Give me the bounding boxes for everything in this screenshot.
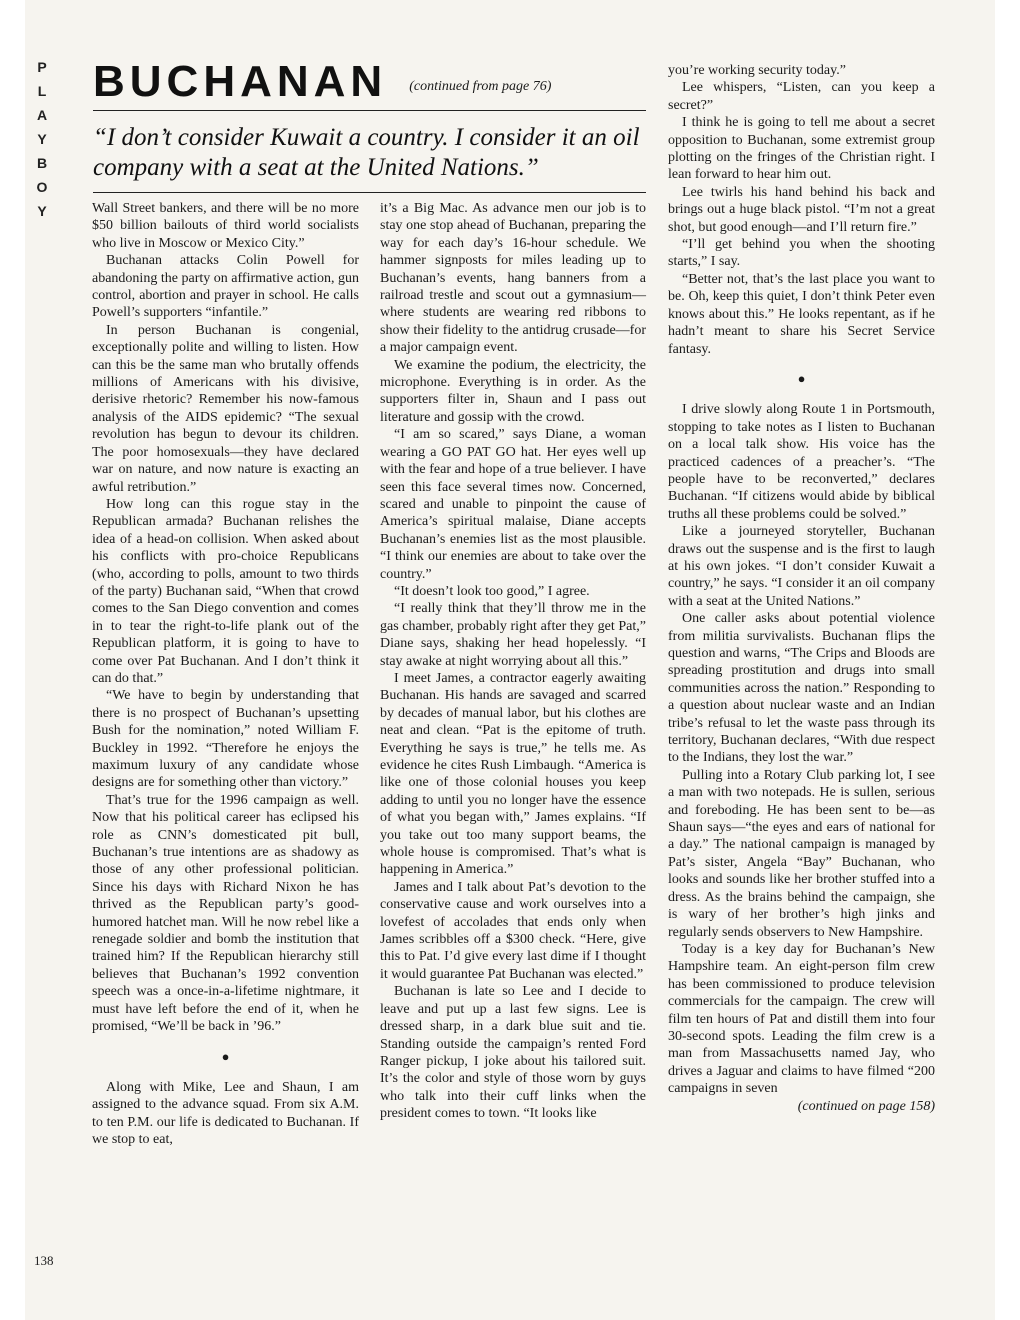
continued-on-note: (continued on page 158)	[797, 1098, 935, 1114]
text-column-1	[92, 200, 359, 1149]
continued-from-note: (continued from page 76)	[409, 79, 552, 94]
pull-quote-rule	[93, 192, 646, 193]
magazine-side-label	[32, 60, 52, 228]
paragraph: “I really think that they’ll throw me in the gas chamber, probably right after they get Pat,” Diane says, shaking her head hopelessly. “I stay awake at night worrying about all this.”	[380, 601, 646, 669]
text-column-2	[380, 200, 646, 1123]
paragraph: I meet James, a contractor eagerly awaiting Buchanan. His hands are savaged and scarred by decades of manual labor, but his clothes are neat and clean. “Pat is the epitome of truth. Everything he says is true,” he tells me. As evidence he cites Rush Limbaugh. “America is like one of those colonial houses you keep adding to until you no longer have the essence of what you began with,” James explains. “If you take out too many support beams, the whole house is compromised. That’s what is happening in America.”	[380, 670, 646, 878]
side-letter: A	[36, 107, 48, 123]
paragraph: One caller asks about potential violence from militia survivalists. Buchanan flips the question and warns, “The Crips and Bloods are spreading prostitution and drugs into small communities across the nation.” Responding to a question about nuclear waste and an Indian tribe’s refusal to let the waste pass through its territory, Buchanan declares, “With due respect to the Indians, they lost the war.”	[668, 611, 935, 766]
paragraph: Like a journeyed storyteller, Buchanan draws out the suspense and is the first to laugh at his own jokes. “I don’t consider Kuwait a country,” he says. “I consider it an oil company with a seat at the United Nations.”	[668, 524, 935, 609]
page-number: 138	[34, 1253, 54, 1268]
side-letter: P	[37, 59, 47, 75]
pull-quote: “I don’t consider Kuwait a country. I consider it an oil company with a seat at the United Nations.”	[93, 124, 640, 181]
paragraph: Along with Mike, Lee and Shaun, I am assigned to the advance squad. From six A.M. to ten P.M. our life is dedicated to Buchanan. If we stop to eat,	[92, 1079, 359, 1148]
paragraph: James and I talk about Pat’s devotion to the conservative cause and work ourselves into a lovefest of accolades that ends only when James scribbles off a $300 check. “Here, give this to Pat. I’d give every last dime if I thought it would guarantee Pat Buchanan was elected.”	[380, 879, 646, 982]
article-header	[93, 58, 646, 183]
section-break-bullet: ●	[221, 1048, 230, 1064]
header-rule	[93, 110, 646, 111]
paragraph: Buchanan attacks Colin Powell for abandoning the party on affirmative action, gun control, abortion and prayer in school. He calls Powell’s supporters “infantile.”	[92, 253, 359, 321]
paragraph: you’re working security today.”	[668, 63, 846, 78]
side-letter: Y	[37, 131, 47, 147]
text-column-3	[668, 62, 935, 1115]
paragraph: “Better not, that’s the last place you want to be. Oh, keep this quiet, I don’t think Peter even knows about this.” He looks repentant, as if he hadn’t meant to share his Secret Service fantasy.	[668, 271, 935, 357]
paragraph: “I am so scared,” says Diane, a woman wearing a GO PAT GO hat. Her eyes well up with the fear and hope of a true believer. I have seen this face several times now. Concerned, scared and unable to pinpoint the cause of America’s spiritual malaise, Diane accepts Buchanan’s enemies list as the most plausible. “I think our enemies are about to take over the country.”	[380, 427, 646, 582]
paragraph: “I’ll get behind you when the shooting starts,” I say.	[668, 237, 935, 270]
paragraph: Today is a key day for Buchanan’s New Hampshire team. An eight-person film crew has been commissioned to produce television commercials for the campaign. The crew will film ten hours of Pat and distill them into four 30-second spots. Leading the film crew is a man from Massachusetts named Jay, who drives a Jaguar and claims to have filmed “200 campaigns in seven	[668, 941, 935, 1097]
paragraph: Pulling into a Rotary Club parking lot, I see a man with two notepads. He is sullen, serious and foreboding. He has been sent to be—as Shaun says—“the eyes and ears of national for a day.” The national campaign is managed by Pat’s sister, Angela “Bay” Buchanan, who looks and sounds like her brother stuffed into a dress. As the brains behind the campaign, she is wary of her brother’s high jinks and regularly sends observers to New Hampshire.	[668, 767, 935, 940]
paragraph: I drive slowly along Route 1 in Portsmouth, stopping to take notes as I listen to Buchanan on a local talk show. His voice has the practiced cadences of a preacher’s. “The people have to be reconverted,” declares Buchanan. “If citizens would abide by biblical truths all these problems could be solved.”	[668, 402, 935, 522]
paragraph: Buchanan is late so Lee and I decide to leave and put up a last few signs. Lee is dressed sharp, in a dark blue suit and tie. Standing outside the campaign’s rented Ford Ranger pickup, I joke about his tailored suit. It’s the color and style of those worn by guys who talk into their cuff links when the president comes to town. “It looks like	[380, 984, 646, 1122]
paragraph: Lee whispers, “Listen, can you keep a secret?”	[668, 80, 935, 113]
paragraph: That’s true for the 1996 campaign as well. Now that his political career has eclipsed his role as CNN’s domesticated pit bull, Buchanan’s true intentions are as shadowy as those of any other professional politician. Since his days with Richard Nixon he has thrived as the Republican party’s good-humored hatchet man. Will he now rebel like a renegade soldier and bomb the institution that trained him? If the Republican hierarchy still believes that Buchanan’s 1992 convention speech was a once-in-a-lifetime nightmare, it must have left before the end of it, when he promised, “We’ll be back in ’96.”	[92, 792, 359, 1035]
side-letter: B	[36, 155, 48, 171]
paragraph: How long can this rogue stay in the Republican armada? Buchanan relishes the idea of a head-on collision. When asked about his conflicts with pro-choice Republicans (who, according to polls, amount to two thirds of the party) Buchanan said, “When that crowd comes to the San Diego convention and comes in to tear the right-to-life plank out of the Republican platform, it is going to have to come over Pat Buchanan. And I don’t think it can do that.”	[92, 496, 359, 686]
paragraph: “It doesn’t look too good,” I agree.	[394, 583, 590, 599]
paragraph: I think he is going to tell me about a secret opposition to Buchanan, some extremist group plotting on the fringes of the Christian right. I lean forward to hear him out.	[668, 115, 935, 183]
section-break-bullet: ●	[797, 370, 806, 386]
paragraph: “We have to begin by understanding that there is no prospect of Buchanan’s upsetting Bush for the nomination,” noted William F. Buckley in 1992. “Therefore he enjoys the maximum luxury of any candidate whose designs are for something other than victory.”	[92, 688, 359, 791]
side-letter: Y	[37, 203, 47, 219]
paragraph: In person Buchanan is congenial, exceptionally polite and willing to listen. How can this be the same man who brutally offends millions of Americans with his divisive, derisive rhetoric? Remember his now-famous analysis of the AIDS epidemic? “The sexual revolution has begun to devour its children. The poor homosexuals—they have declared war on nature, and now nature is exacting an awful retribution.”	[92, 322, 359, 495]
side-letter: L	[37, 83, 47, 99]
paragraph: We examine the podium, the electricity, the microphone. Everything is in order. As the supporters filter in, Shaun and I pass out literature and gossip with the crowd.	[380, 357, 646, 425]
paragraph: Lee twirls his hand behind his back and brings out a huge black pistol. “I’m not a great shot, but good enough—and I’ll return fire.”	[668, 184, 935, 235]
side-letter: O	[36, 179, 48, 195]
paragraph: Wall Street bankers, and there will be no more $50 billion bailouts of third world socialists who live in Moscow or Mexico City.”	[92, 201, 359, 251]
article-title: BUCHANAN	[93, 57, 388, 106]
paragraph: it’s a Big Mac. As advance men our job is to stay one stop ahead of Buchanan, preparing the way for each day’s 16-hour schedule. We hammer signposts for miles leading up to Buchanan’s events, hang banners from a railroad trestle and scout out a gymnasium—where students are wearing red ribbons to show their fidelity to the antidrug crusade—for a major campaign event.	[380, 201, 646, 356]
